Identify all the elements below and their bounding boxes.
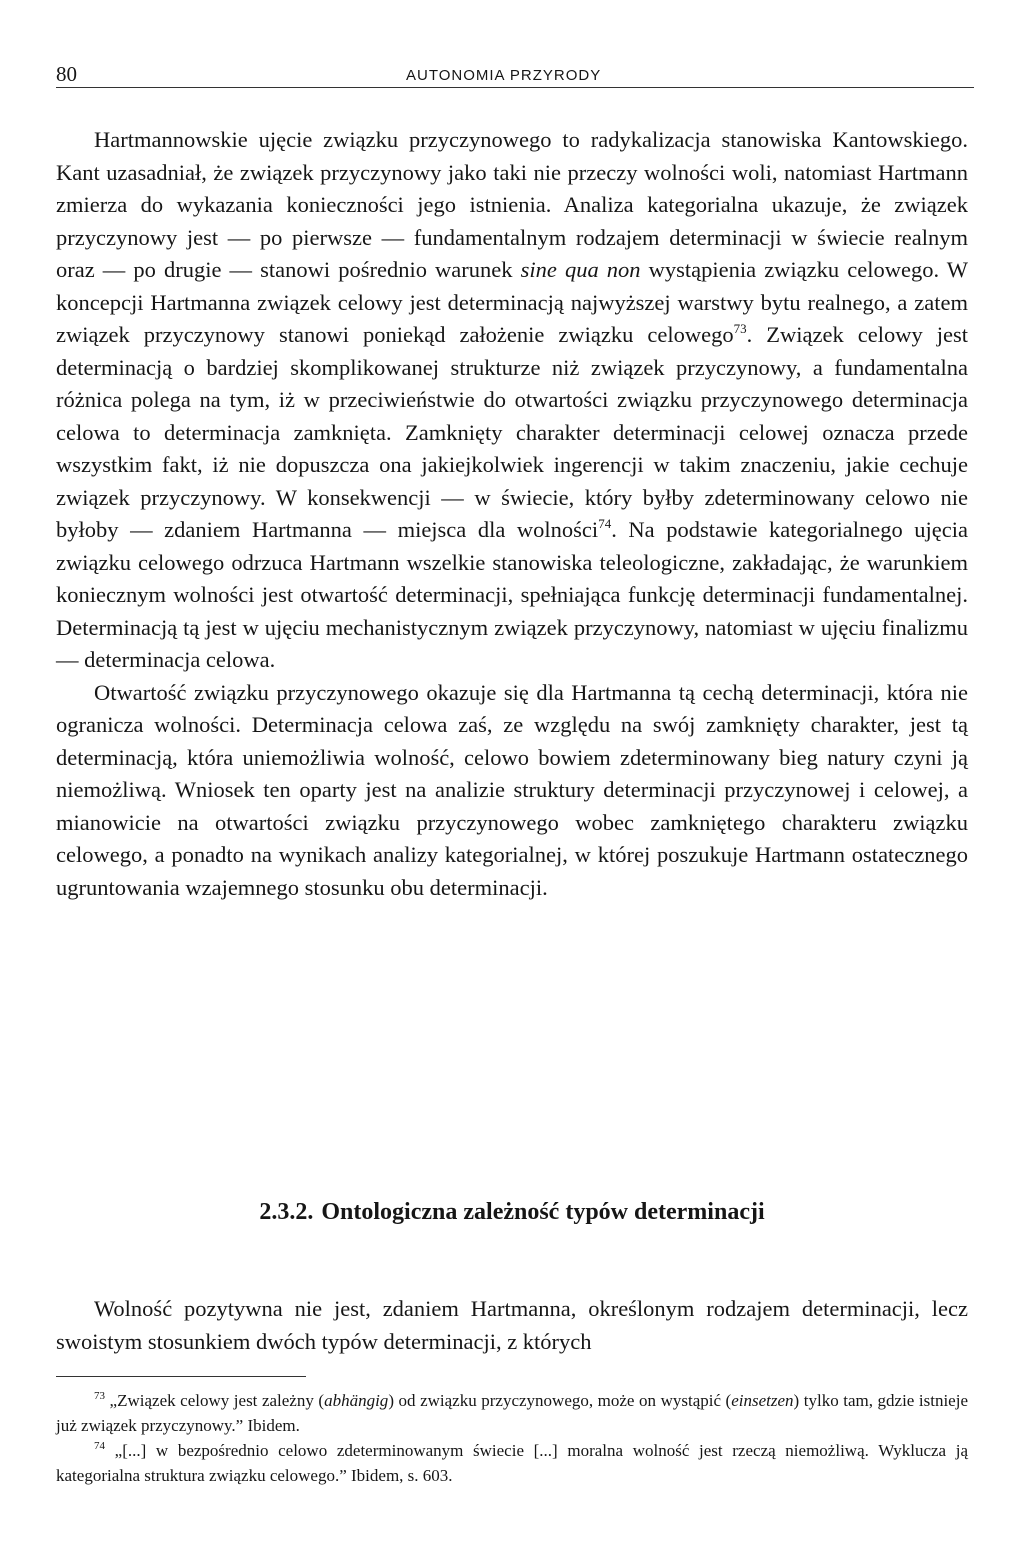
page-header	[56, 62, 974, 92]
footnote-number: 74	[94, 1440, 105, 1452]
paragraph-1-text-b: wystąpienia związku celowego. W koncepcji Hartmanna związek celowy jest determinacją najwyższej warstwy bytu realnego, a zatem związek przyczynowy stanowi poniekąd założenie związku celowego	[56, 257, 968, 347]
footnote-italic: abhängig	[324, 1391, 389, 1410]
footnote-ref-74[interactable]: 74	[598, 516, 612, 531]
main-text	[56, 124, 968, 904]
footnotes	[56, 1388, 968, 1488]
section-number: 2.3.2.	[259, 1199, 314, 1225]
latin-phrase: sine qua non	[520, 257, 641, 282]
footnote-separator	[56, 1376, 306, 1377]
footnote-number: 73	[94, 1390, 105, 1402]
section-title: Ontologiczna zależność typów determinacji	[321, 1199, 765, 1225]
paragraph-3: Wolność pozytywna nie jest, zdaniem Hartmanna, określonym rodzajem determinacji, lecz swoistym stosunkiem dwóch typów determinacji, z których	[56, 1296, 968, 1354]
footnote-74	[56, 1438, 968, 1488]
footnote-ref-73[interactable]: 73	[733, 321, 747, 336]
footnote-text: „Związek celowy jest zależny (	[105, 1391, 325, 1410]
running-title: AUTONOMIA PRZYRODY	[406, 67, 602, 84]
paragraph-1-text-c: . Związek celowy jest determinacją o bardziej skomplikowanej strukturze niż związek przyczynowy, a fundamentalna różnica polega na tym, iż w przeciwieństwie do otwartości związku przyczynowego determinacja celowa to determinacja zamknięta. Zamknięty charakter determinacji celowej oznacza przede wszystkim fakt, iż nie dopuszcza ona jakiejkolwiek ingerencji w takim znaczeniu, jakie cechuje związek przyczynowy. W konsekwencji — w świecie, który byłby zdeterminowany celowo nie byłoby — zdaniem Hartmanna — miejsca dla wolności	[56, 322, 968, 542]
paragraph-1	[56, 124, 968, 677]
footnote-73	[56, 1388, 968, 1438]
paragraph-1-text-d: . Na podstawie kategorialnego ujęcia związku celowego odrzuca Hartmann wszelkie stanowiska teleologiczne, zakładając, że warunkiem koniecznym wolności jest otwartość determinacji, spełniająca funkcję determinacji fundamentalnej. Determinacją tą jest w ujęciu mechanistycznym związek przyczynowy, natomiast w ujęciu finalizmu — determinacja celowa.	[56, 517, 969, 672]
paragraph-2: Otwartość związku przyczynowego okazuje się dla Hartmanna tą cechą determinacji, która nie ogranicza wolności. Determinacja celowa zaś, ze względu na swój zamknięty charakter, jest tą determinacją, która uniemożliwia wolność, celowo bowiem zdeterminowany bieg natury czyni ją niemożliwą. Wniosek ten oparty jest na analizie struktury determinacji przyczynowej i celowej, a mianowicie na otwartości związku przyczynowego wobec zamkniętego charakteru związku celowego, a ponadto na wynikach analizy kategorialnej, w której poszukuje Hartmann ostatecznego ugruntowania wzajemnego stosunku obu determinacji.	[56, 679, 968, 900]
footnote-text: ) tylko tam, gdzie istnieje już związek przyczynowy.” Ibidem.	[56, 1391, 968, 1435]
footnote-text: „[...] w bezpośrednio celowo zdeterminowanym świecie [...] moralna wolność jest rzeczą niemożliwą. Wyklucza ją kategorialna struktura związku celowego.” Ibidem, s. 603.	[56, 1441, 968, 1485]
section-heading	[0, 1197, 1024, 1227]
header-rule	[56, 87, 974, 88]
footnote-italic: einsetzen	[731, 1391, 794, 1410]
page-number: 80	[56, 62, 77, 86]
footnote-text: ) od związku przyczynowego, może on wystąpić (	[388, 1391, 732, 1410]
main-text-continued	[56, 1293, 968, 1358]
paragraph-1-text-a: Hartmannowskie ujęcie związku przyczynowego to radykalizacja stanowiska Kantowskiego. Kant uzasadniał, że związek przyczynowy jako taki nie przeczy wolności woli, natomiast Hartmann zmierza do wykazania konieczności jego istnienia. Analiza kategorialna ukazuje, że związek przyczynowy jest — po pierwsze — fundamentalnym rodzajem determinacji w świecie realnym oraz — po drugie — stanowi pośrednio warunek	[56, 127, 968, 282]
